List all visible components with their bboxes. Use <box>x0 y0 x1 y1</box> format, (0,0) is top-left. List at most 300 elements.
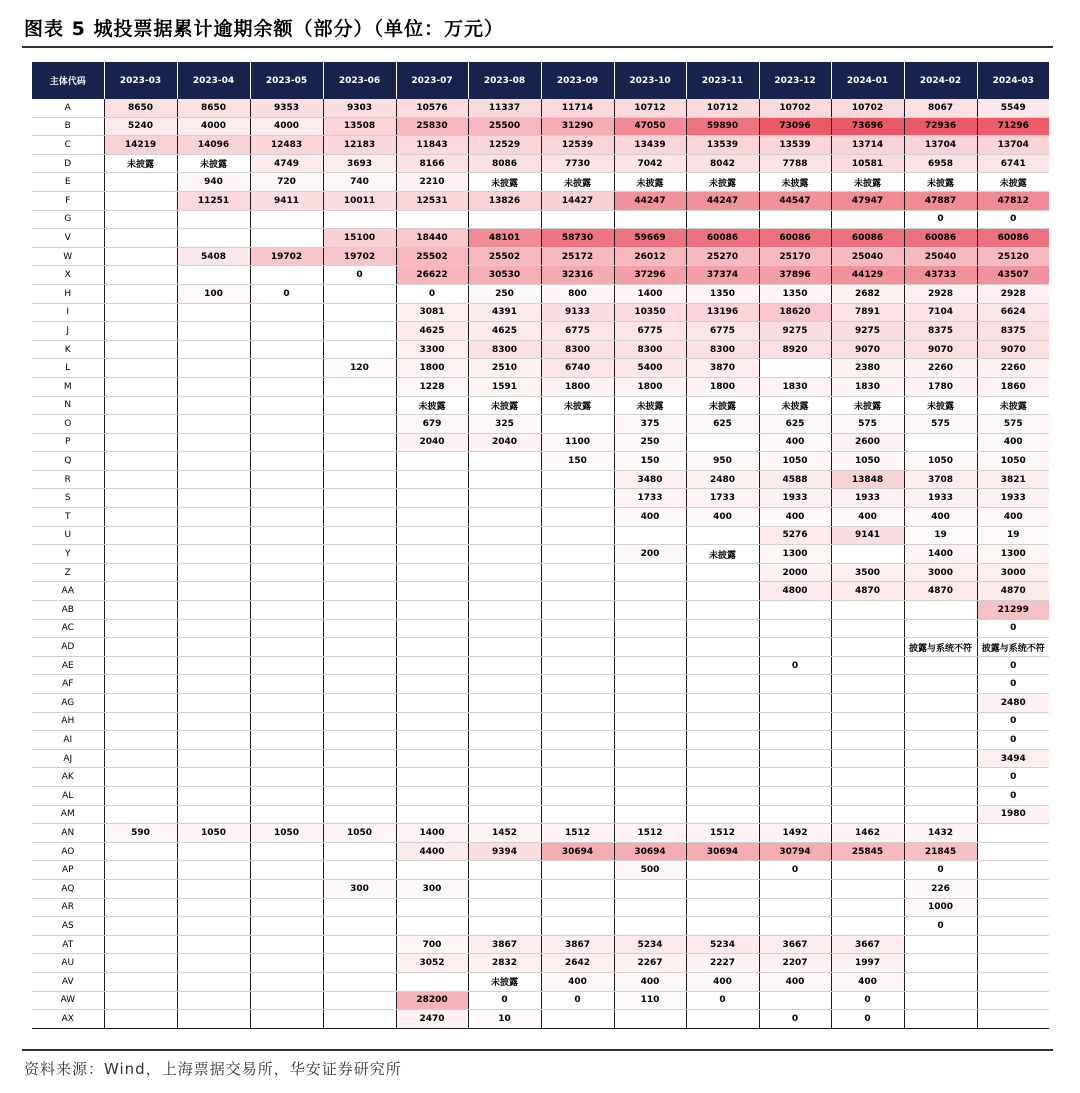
value-cell <box>250 582 323 601</box>
value-cell <box>541 582 614 601</box>
value-cell <box>614 1010 686 1029</box>
value-cell <box>104 229 177 248</box>
value-cell: 3667 <box>759 935 831 954</box>
value-cell <box>904 991 977 1010</box>
value-cell: 未披露 <box>468 972 541 991</box>
entity-code-cell: AD <box>32 638 104 657</box>
value-cell: 8650 <box>104 99 177 117</box>
value-cell <box>104 508 177 527</box>
value-cell <box>104 526 177 545</box>
value-cell <box>614 694 686 713</box>
value-cell: 10712 <box>686 99 759 117</box>
value-cell: 25502 <box>468 247 541 266</box>
table-row <box>32 99 1049 117</box>
entity-code-cell: AU <box>32 954 104 973</box>
value-cell: 未披露 <box>686 173 759 192</box>
table-row <box>32 247 1049 266</box>
value-cell: 1733 <box>686 489 759 508</box>
table-row <box>32 284 1049 303</box>
value-cell <box>614 526 686 545</box>
value-cell: 31290 <box>541 117 614 136</box>
value-cell <box>177 749 250 768</box>
value-cell: 1400 <box>396 824 468 843</box>
value-cell <box>831 675 904 694</box>
entity-code-cell: AO <box>32 842 104 861</box>
value-cell <box>904 675 977 694</box>
value-cell <box>541 805 614 824</box>
value-cell: 5276 <box>759 526 831 545</box>
value-cell <box>468 210 541 229</box>
header-month: 2023-04 <box>177 62 250 99</box>
value-cell: 2000 <box>759 563 831 582</box>
header-entity-code: 主体代码 <box>32 62 104 99</box>
table-row <box>32 303 1049 322</box>
table-row <box>32 619 1049 638</box>
value-cell <box>831 898 904 917</box>
value-cell: 9275 <box>831 322 904 341</box>
value-cell <box>759 768 831 787</box>
value-cell <box>250 731 323 750</box>
table-row <box>32 842 1049 861</box>
value-cell <box>396 861 468 880</box>
entity-code-cell: AC <box>32 619 104 638</box>
value-cell: 25270 <box>686 247 759 266</box>
value-cell <box>177 266 250 285</box>
value-cell: 5549 <box>977 99 1049 117</box>
value-cell: 未披露 <box>759 173 831 192</box>
value-cell <box>614 768 686 787</box>
value-cell <box>104 173 177 192</box>
value-cell <box>831 768 904 787</box>
value-cell <box>904 954 977 973</box>
value-cell: 10350 <box>614 303 686 322</box>
value-cell <box>759 210 831 229</box>
value-cell <box>104 768 177 787</box>
value-cell <box>614 712 686 731</box>
value-cell: 47050 <box>614 117 686 136</box>
value-cell <box>396 731 468 750</box>
value-cell <box>759 712 831 731</box>
value-cell: 1228 <box>396 377 468 396</box>
value-cell <box>468 452 541 471</box>
value-cell <box>104 656 177 675</box>
value-cell <box>250 303 323 322</box>
value-cell: 740 <box>323 173 396 192</box>
value-cell: 37296 <box>614 266 686 285</box>
value-cell: 1350 <box>759 284 831 303</box>
value-cell <box>104 433 177 452</box>
value-cell <box>177 786 250 805</box>
value-cell: 3052 <box>396 954 468 973</box>
value-cell <box>686 861 759 880</box>
value-cell: 43507 <box>977 266 1049 285</box>
value-cell: 2682 <box>831 284 904 303</box>
value-cell <box>250 879 323 898</box>
value-cell <box>250 842 323 861</box>
value-cell: 59669 <box>614 229 686 248</box>
value-cell: 1591 <box>468 377 541 396</box>
value-cell <box>396 972 468 991</box>
value-cell <box>104 489 177 508</box>
figure-title: 图表 5 城投票据累计逾期余额（部分）（单位：万元） <box>24 18 504 40</box>
value-cell: 575 <box>977 415 1049 434</box>
value-cell <box>177 340 250 359</box>
value-cell: 2480 <box>977 694 1049 713</box>
value-cell: 37374 <box>686 266 759 285</box>
value-cell <box>104 898 177 917</box>
value-cell <box>104 749 177 768</box>
value-cell: 73096 <box>759 117 831 136</box>
value-cell <box>177 526 250 545</box>
value-cell: 8300 <box>541 340 614 359</box>
value-cell <box>323 1010 396 1029</box>
value-cell <box>468 656 541 675</box>
entity-code-cell: AE <box>32 656 104 675</box>
value-cell: 37896 <box>759 266 831 285</box>
value-cell <box>323 842 396 861</box>
value-cell: 5400 <box>614 359 686 378</box>
value-cell <box>686 526 759 545</box>
value-cell: 19702 <box>250 247 323 266</box>
value-cell: 60086 <box>831 229 904 248</box>
table-row <box>32 173 1049 192</box>
value-cell: 400 <box>614 508 686 527</box>
value-cell: 8650 <box>177 99 250 117</box>
value-cell <box>614 898 686 917</box>
entity-code-cell: U <box>32 526 104 545</box>
value-cell <box>468 768 541 787</box>
value-cell: 400 <box>614 972 686 991</box>
value-cell <box>396 805 468 824</box>
table-row <box>32 340 1049 359</box>
value-cell <box>323 489 396 508</box>
value-cell: 60086 <box>977 229 1049 248</box>
value-cell <box>904 1010 977 1029</box>
value-cell <box>614 675 686 694</box>
value-cell <box>977 972 1049 991</box>
table-row <box>32 117 1049 136</box>
value-cell: 400 <box>904 508 977 527</box>
header-month: 2023-10 <box>614 62 686 99</box>
value-cell: 3867 <box>468 935 541 954</box>
table-row <box>32 191 1049 210</box>
source-note: 资料来源：Wind，上海票据交易所，华安证券研究所 <box>24 1060 402 1078</box>
value-cell: 800 <box>541 284 614 303</box>
entity-code-cell: D <box>32 154 104 173</box>
value-cell: 1830 <box>759 377 831 396</box>
value-cell <box>104 322 177 341</box>
value-cell <box>177 545 250 564</box>
value-cell: 71296 <box>977 117 1049 136</box>
value-cell: 47812 <box>977 191 1049 210</box>
value-cell <box>468 582 541 601</box>
value-cell <box>250 433 323 452</box>
value-cell <box>468 563 541 582</box>
value-cell: 1300 <box>759 545 831 564</box>
value-cell <box>614 656 686 675</box>
value-cell <box>104 415 177 434</box>
value-cell: 3667 <box>831 935 904 954</box>
value-cell <box>831 749 904 768</box>
entity-code-cell: F <box>32 191 104 210</box>
value-cell <box>104 601 177 620</box>
value-cell: 13539 <box>686 136 759 155</box>
value-cell: 未披露 <box>831 173 904 192</box>
value-cell <box>104 340 177 359</box>
value-cell: 32316 <box>541 266 614 285</box>
value-cell <box>468 805 541 824</box>
value-cell: 325 <box>468 415 541 434</box>
table-row <box>32 526 1049 545</box>
value-cell <box>250 266 323 285</box>
entity-code-cell: AS <box>32 917 104 936</box>
value-cell: 未披露 <box>904 396 977 415</box>
value-cell <box>686 1010 759 1029</box>
value-cell: 1050 <box>323 824 396 843</box>
entity-code-cell: T <box>32 508 104 527</box>
value-cell: 625 <box>686 415 759 434</box>
value-cell: 575 <box>831 415 904 434</box>
value-cell <box>177 712 250 731</box>
value-cell <box>686 638 759 657</box>
value-cell <box>541 545 614 564</box>
table-row <box>32 638 1049 657</box>
value-cell: 未披露 <box>614 396 686 415</box>
value-cell: 72936 <box>904 117 977 136</box>
value-cell <box>250 210 323 229</box>
table-row <box>32 731 1049 750</box>
value-cell <box>104 842 177 861</box>
value-cell <box>250 972 323 991</box>
value-cell <box>904 601 977 620</box>
value-cell: 3494 <box>977 749 1049 768</box>
table-row <box>32 154 1049 173</box>
value-cell: 1452 <box>468 824 541 843</box>
value-cell <box>468 526 541 545</box>
value-cell: 2260 <box>904 359 977 378</box>
value-cell <box>468 508 541 527</box>
value-cell <box>250 805 323 824</box>
value-cell <box>904 731 977 750</box>
value-cell: 1050 <box>831 452 904 471</box>
header-month: 2023-09 <box>541 62 614 99</box>
value-cell: 25845 <box>831 842 904 861</box>
value-cell <box>614 749 686 768</box>
value-cell <box>177 731 250 750</box>
value-cell: 60086 <box>686 229 759 248</box>
value-cell <box>541 879 614 898</box>
entity-code-cell: AR <box>32 898 104 917</box>
value-cell: 15100 <box>323 229 396 248</box>
value-cell <box>541 526 614 545</box>
entity-code-cell: S <box>32 489 104 508</box>
value-cell: 300 <box>396 879 468 898</box>
value-cell: 150 <box>541 452 614 471</box>
table-row <box>32 489 1049 508</box>
value-cell <box>759 675 831 694</box>
value-cell: 47887 <box>904 191 977 210</box>
value-cell <box>541 656 614 675</box>
value-cell: 0 <box>904 210 977 229</box>
value-cell: 400 <box>831 972 904 991</box>
value-cell <box>323 786 396 805</box>
value-cell <box>323 749 396 768</box>
table-row <box>32 898 1049 917</box>
value-cell <box>250 861 323 880</box>
value-cell <box>177 675 250 694</box>
value-cell <box>614 210 686 229</box>
value-cell: 3500 <box>831 563 904 582</box>
value-cell: 3867 <box>541 935 614 954</box>
value-cell <box>323 470 396 489</box>
value-cell <box>104 266 177 285</box>
value-cell: 10576 <box>396 99 468 117</box>
value-cell <box>250 489 323 508</box>
value-cell: 8300 <box>686 340 759 359</box>
value-cell: 4870 <box>831 582 904 601</box>
value-cell <box>177 210 250 229</box>
value-cell <box>250 917 323 936</box>
value-cell: 9411 <box>250 191 323 210</box>
value-cell: 9070 <box>977 340 1049 359</box>
value-cell <box>104 582 177 601</box>
value-cell: 4870 <box>904 582 977 601</box>
value-cell: 1050 <box>250 824 323 843</box>
value-cell <box>541 563 614 582</box>
value-cell <box>177 563 250 582</box>
value-cell <box>104 377 177 396</box>
value-cell: 1050 <box>759 452 831 471</box>
value-cell: 400 <box>759 972 831 991</box>
value-cell <box>541 675 614 694</box>
value-cell <box>904 656 977 675</box>
value-cell <box>104 545 177 564</box>
entity-code-cell: AI <box>32 731 104 750</box>
table-row <box>32 712 1049 731</box>
entity-code-cell: AP <box>32 861 104 880</box>
value-cell <box>104 694 177 713</box>
value-cell: 1997 <box>831 954 904 973</box>
value-cell <box>177 991 250 1010</box>
value-cell: 0 <box>831 1010 904 1029</box>
value-cell <box>686 712 759 731</box>
value-cell <box>250 694 323 713</box>
value-cell: 1860 <box>977 377 1049 396</box>
value-cell <box>468 489 541 508</box>
value-cell <box>541 898 614 917</box>
value-cell <box>614 917 686 936</box>
value-cell: 73696 <box>831 117 904 136</box>
value-cell <box>977 1010 1049 1029</box>
value-cell: 1100 <box>541 433 614 452</box>
value-cell: 0 <box>977 619 1049 638</box>
value-cell: 1800 <box>541 377 614 396</box>
value-cell: 10702 <box>759 99 831 117</box>
value-cell: 5240 <box>104 117 177 136</box>
entity-code-cell: Z <box>32 563 104 582</box>
value-cell: 未披露 <box>977 396 1049 415</box>
value-cell <box>177 452 250 471</box>
value-cell <box>614 563 686 582</box>
value-cell: 0 <box>759 1010 831 1029</box>
entity-code-cell: P <box>32 433 104 452</box>
value-cell <box>904 786 977 805</box>
value-cell <box>177 377 250 396</box>
value-cell <box>177 396 250 415</box>
value-cell: 未披露 <box>468 396 541 415</box>
value-cell <box>541 619 614 638</box>
value-cell <box>614 582 686 601</box>
table-row <box>32 972 1049 991</box>
value-cell <box>468 749 541 768</box>
value-cell: 0 <box>323 266 396 285</box>
table-row <box>32 210 1049 229</box>
value-cell: 1780 <box>904 377 977 396</box>
value-cell <box>614 805 686 824</box>
value-cell: 18440 <box>396 229 468 248</box>
value-cell: 4588 <box>759 470 831 489</box>
value-cell <box>831 210 904 229</box>
value-cell: 2040 <box>468 433 541 452</box>
value-cell: 25120 <box>977 247 1049 266</box>
value-cell: 8067 <box>904 99 977 117</box>
value-cell: 375 <box>614 415 686 434</box>
value-cell: 590 <box>104 824 177 843</box>
value-cell <box>614 879 686 898</box>
value-cell: 8375 <box>977 322 1049 341</box>
value-cell <box>177 303 250 322</box>
value-cell: 1933 <box>759 489 831 508</box>
value-cell: 未披露 <box>904 173 977 192</box>
value-cell: 21845 <box>904 842 977 861</box>
value-cell <box>614 601 686 620</box>
value-cell <box>323 972 396 991</box>
value-cell <box>323 284 396 303</box>
table-row <box>32 656 1049 675</box>
value-cell <box>977 917 1049 936</box>
value-cell: 0 <box>831 991 904 1010</box>
value-cell <box>396 210 468 229</box>
value-cell <box>904 694 977 713</box>
value-cell: 8300 <box>614 340 686 359</box>
value-cell <box>831 712 904 731</box>
entity-code-cell: Q <box>32 452 104 471</box>
value-cell <box>396 470 468 489</box>
value-cell: 25170 <box>759 247 831 266</box>
value-cell <box>759 601 831 620</box>
value-cell: 13704 <box>977 136 1049 155</box>
value-cell: 1512 <box>686 824 759 843</box>
value-cell <box>323 582 396 601</box>
value-cell <box>104 712 177 731</box>
value-cell: 1933 <box>977 489 1049 508</box>
value-cell <box>250 954 323 973</box>
value-cell: 12531 <box>396 191 468 210</box>
value-cell <box>541 470 614 489</box>
value-cell: 300 <box>323 879 396 898</box>
value-cell: 未披露 <box>468 173 541 192</box>
entity-code-cell: H <box>32 284 104 303</box>
value-cell: 3708 <box>904 470 977 489</box>
value-cell <box>323 433 396 452</box>
value-cell: 18620 <box>759 303 831 322</box>
value-cell: 1400 <box>614 284 686 303</box>
table-row <box>32 452 1049 471</box>
value-cell <box>250 359 323 378</box>
value-cell <box>614 786 686 805</box>
value-cell: 25172 <box>541 247 614 266</box>
value-cell <box>468 879 541 898</box>
